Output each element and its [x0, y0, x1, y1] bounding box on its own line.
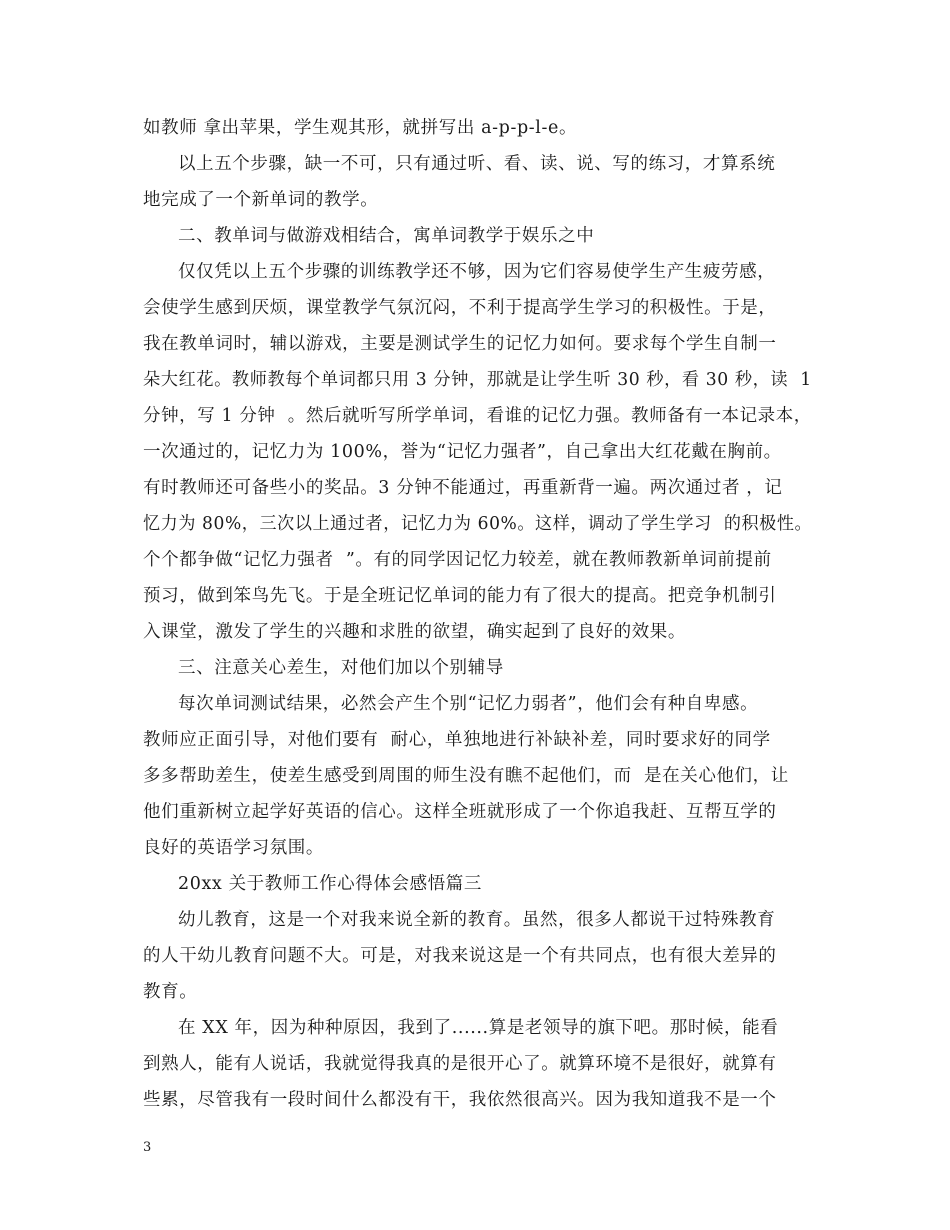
- section-heading: 三、注意关心差生，对他们加以个别辅导: [178, 658, 504, 678]
- text-line: 忆力为 80%，三次以上通过者，记忆力为 60%。这样，调动了学生学习 的积极性。: [143, 514, 813, 534]
- text-line: 教师应正面引导，对他们要有 耐心，单独地进行补缺补差，同时要求好的同学: [143, 730, 771, 750]
- text-line: 的人干幼儿教育问题不大。可是，对我来说这是一个有共同点，也有很大差异的: [143, 946, 777, 966]
- text-line: 在 XX 年，因为种种原因，我到了......算是老领导的旗下吧。那时候，能看: [178, 1018, 779, 1038]
- text-line: 会使学生感到厌烦，课堂教学气氛沉闷，不利于提高学生学习的积极性。于是，: [143, 298, 777, 318]
- text-line: 教育。: [143, 982, 198, 1002]
- text-line: 到熟人，能有人说话，我就觉得我真的是很开心了。就算环境不是很好，就算有: [143, 1054, 777, 1074]
- text-line: 以上五个步骤，缺一不可，只有通过听、看、读、说、写的练习，才算系统: [178, 154, 776, 174]
- text-line: 仅仅凭以上五个步骤的训练教学还不够，因为它们容易使学生产生疲劳感，: [178, 262, 776, 282]
- text-line: 他们重新树立起学好英语的信心。这样全班就形成了一个你追我赶、互帮互学的: [143, 802, 777, 822]
- text-line: 些累，尽管我有一段时间什么都没有干，我依然很高兴。因为我知道我不是一个: [143, 1090, 777, 1110]
- text-line: 个个都争做“记忆力强者 ”。有的同学因记忆力较差，就在教师教新单词前提前: [143, 550, 772, 570]
- text-line: 入课堂，激发了学生的兴趣和求胜的欲望，确实起到了良好的效果。: [143, 622, 686, 642]
- text-line: 地完成了一个新单词的教学。: [143, 190, 379, 210]
- article-title: 20xx 关于教师工作心得体会感悟篇三: [178, 874, 482, 894]
- text-line: 每次单词测试结果，必然会产生个别“记忆力弱者”，他们会有种自卑感。: [178, 694, 759, 714]
- text-line: 多多帮助差生，使差生感受到周围的师生没有瞧不起他们，而 是在关心他们，让: [143, 766, 789, 786]
- page-number: 3: [143, 1140, 152, 1155]
- section-heading: 二、教单词与做游戏相结合，寓单词教学于娱乐之中: [178, 226, 595, 246]
- text-line: 有时教师还可备些小的奖品。3 分钟不能通过，再重新背一遍。两次通过者 ，记: [143, 478, 783, 498]
- text-line: 良好的英语学习氛围。: [143, 838, 324, 858]
- text-line: 我在教单词时，辅以游戏，主要是测试学生的记忆力如何。要求每个学生自制一: [143, 334, 777, 354]
- text-line: 幼儿教育，这是一个对我来说全新的教育。虽然，很多人都说干过特殊教育: [178, 910, 776, 930]
- text-line: 一次通过的，记忆力为 100%，誉为“记忆力强者”，自己拿出大红花戴在胸前。: [143, 442, 782, 462]
- text-line: 分钟，写 1 分钟 。然后就听写所学单词，看谁的记忆力强。教师备有一本记录本，: [143, 406, 812, 426]
- text-line: 预习，做到笨鸟先飞。于是全班记忆单词的能力有了很大的提高。把竞争机制引: [143, 586, 777, 606]
- text-line: 如教师 拿出苹果，学生观其形，就拼写出 a-p-p-l-e。: [143, 118, 578, 138]
- text-line: 朵大红花。教师教每个单词都只用 3 分钟，那就是让学生听 30 秒，看 30 秒，读 1: [143, 370, 812, 390]
